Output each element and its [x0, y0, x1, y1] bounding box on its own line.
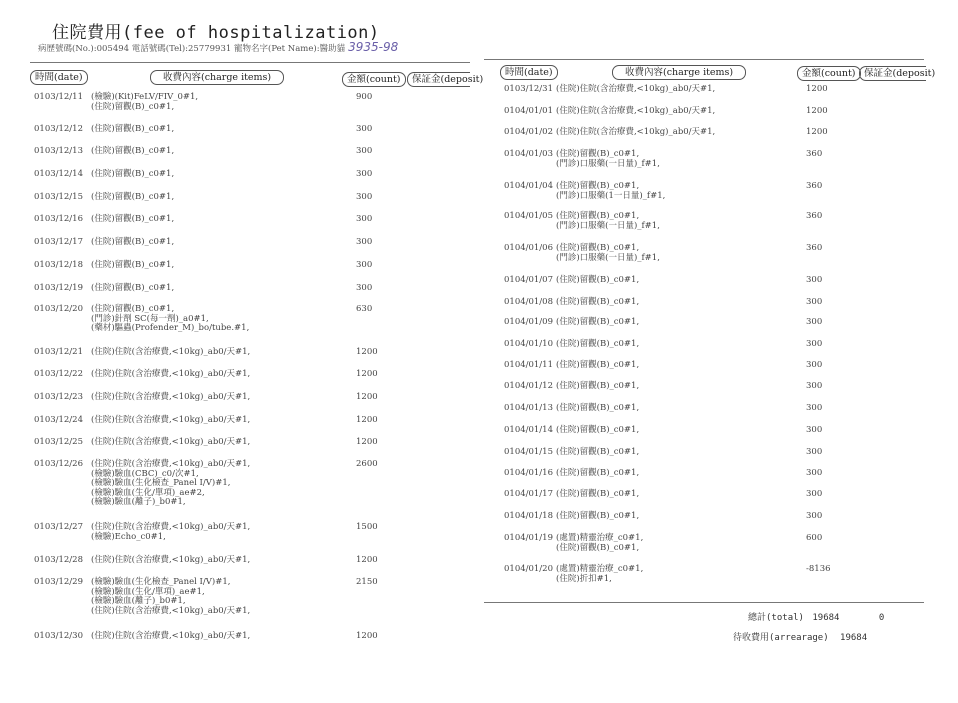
charge-item-line: (住院)住院(含治療費,<10kg)_ab0/天#1, [91, 347, 251, 357]
charge-amount: -8136 [806, 564, 831, 574]
charge-item-line: (住院)住院(含治療費,<10kg)_ab0/天#1, [91, 522, 251, 532]
totals-rule [484, 602, 924, 603]
charge-items [556, 150, 660, 169]
charge-date: 0103/12/20 [34, 304, 83, 314]
charge-items [91, 261, 174, 271]
total-value: 19684 [812, 613, 840, 623]
charge-items [91, 556, 250, 566]
charge-item-line: (住院)留觀(B)_c0#1, [556, 425, 640, 435]
charge-date: 0104/01/12 [504, 381, 553, 391]
charge-item-line: (住院)留觀(B)_c0#1, [556, 211, 640, 221]
charge-item-line: (住院)留觀(B)_c0#1, [556, 317, 640, 327]
charge-amount: 1200 [356, 631, 378, 641]
charge-date: 0103/12/22 [34, 369, 83, 379]
charge-item-line: (檢驗)驗血(離子)_b0#1, [91, 596, 186, 606]
charge-date: 0104/01/02 [504, 127, 553, 137]
charge-items [556, 107, 715, 117]
total-line [748, 610, 884, 623]
charge-amount: 300 [356, 146, 373, 156]
pet-name: 寵物名字(Pet Name):醫助貓 [234, 44, 346, 54]
charge-item-line: (檢驗)驗血(生化/單項)_ae#2, [91, 487, 205, 498]
charge-amount: 900 [356, 92, 373, 102]
charge-items [91, 238, 174, 248]
charge-items [556, 212, 660, 231]
charge-amount: 1200 [356, 555, 378, 565]
charge-item-line: (處置)精靈治療_c0#1, [556, 533, 644, 543]
charge-date: 0104/01/20 [504, 564, 553, 574]
charge-date: 0104/01/04 [504, 181, 553, 191]
charge-items [556, 340, 639, 350]
charge-items [556, 276, 639, 286]
charge-amount: 1200 [356, 347, 378, 357]
charge-items [91, 416, 250, 426]
charge-amount: 2600 [356, 459, 378, 469]
charge-date: 0103/12/18 [34, 260, 83, 270]
charge-item-line: (門診)口服藥(1一日量)_f#1, [556, 190, 666, 201]
charge-item-line: (住院)住院(含治療費,<10kg)_ab0/天#1, [91, 631, 251, 641]
charge-amount: 300 [806, 447, 823, 457]
charge-amount: 600 [806, 533, 823, 543]
charge-item-line: (住院)留觀(B)_c0#1, [556, 297, 640, 307]
arrearage-line [733, 630, 867, 643]
charge-amount: 1200 [356, 392, 378, 402]
charge-amount: 300 [806, 381, 823, 391]
charge-amount: 1200 [806, 84, 828, 94]
charge-items [91, 348, 250, 358]
charge-amount: 300 [806, 339, 823, 349]
charge-date: 0104/01/09 [504, 317, 553, 327]
charge-items [556, 361, 639, 371]
charge-date: 0103/12/26 [34, 459, 83, 469]
right-top-rule [484, 59, 924, 60]
charge-date: 0104/01/16 [504, 468, 553, 478]
right-header-deposit: 保証金(deposit) [859, 66, 926, 81]
charge-items [91, 370, 250, 380]
charge-amount: 300 [356, 124, 373, 134]
charge-date: 0103/12/15 [34, 192, 83, 202]
left-header-items: 收費內容(charge items) [150, 70, 284, 85]
charge-date: 0103/12/25 [34, 437, 83, 447]
charge-date: 0104/01/05 [504, 211, 553, 221]
charge-items [91, 578, 250, 616]
charge-amount: 300 [356, 192, 373, 202]
charge-item-line: (住院)住院(含治療費,<10kg)_ab0/天#1, [91, 369, 251, 379]
telephone: 電話號碼(Tel):25779931 [131, 44, 232, 54]
charge-item-line: (住院)留觀(B)_c0#1, [91, 101, 175, 112]
charge-date: 0103/12/16 [34, 214, 83, 224]
charge-item-line: (門診)口服藥(一日量)_f#1, [556, 158, 660, 169]
charge-item-line: (住院)留觀(B)_c0#1, [556, 511, 640, 521]
charge-date: 0103/12/27 [34, 522, 83, 532]
charge-item-line: (住院)留觀(B)_c0#1, [556, 243, 640, 253]
charge-items [556, 565, 643, 584]
patient-info-line [38, 40, 398, 54]
left-header-count: 金額(count) [342, 72, 406, 87]
charge-date: 0104/01/10 [504, 339, 553, 349]
charge-amount: 300 [806, 317, 823, 327]
charge-items [91, 93, 198, 112]
charge-items [556, 512, 639, 522]
charge-item-line: (住院)留觀(B)_c0#1, [556, 542, 640, 553]
charge-date: 0104/01/06 [504, 243, 553, 253]
charge-date: 0103/12/30 [34, 631, 83, 641]
charge-amount: 300 [806, 489, 823, 499]
charge-item-line: (住院)留觀(B)_c0#1, [556, 149, 640, 159]
charge-items [556, 85, 715, 95]
charge-amount: 300 [356, 283, 373, 293]
charge-amount: 300 [806, 468, 823, 478]
charge-date: 0103/12/23 [34, 392, 83, 402]
charge-item-line: (住院)留觀(B)_c0#1, [91, 169, 175, 179]
charge-items [556, 128, 715, 138]
charge-date: 0104/01/13 [504, 403, 553, 413]
charge-item-line: (檢驗)驗血(CBC)_c0/次#1, [91, 468, 199, 479]
charge-item-line: (處置)精靈治療_c0#1, [556, 564, 644, 574]
charge-item-line: (住院)住院(含治療費,<10kg)_ab0/天#1, [91, 437, 251, 447]
arrearage-label-cjk: 待收費用 [733, 633, 770, 643]
charge-items [91, 170, 174, 180]
charge-date: 0103/12/21 [34, 347, 83, 357]
charge-amount: 300 [806, 425, 823, 435]
charge-date: 0104/01/03 [504, 149, 553, 159]
charge-date: 0103/12/24 [34, 415, 83, 425]
charge-item-line: (住院)折扣#1, [556, 573, 612, 584]
charge-item-line: (住院)留觀(B)_c0#1, [556, 447, 640, 457]
charge-items [556, 382, 639, 392]
charge-amount: 1200 [806, 106, 828, 116]
handwritten-note: 3935-98 [348, 40, 399, 54]
charge-item-line: (住院)留觀(B)_c0#1, [556, 339, 640, 349]
charge-item-line: (住院)住院(含治療費,<10kg)_ab0/天#1, [91, 459, 251, 469]
charge-item-line: (檢驗)Echo_c0#1, [91, 531, 166, 542]
total-label-cjk: 總計 [748, 613, 767, 623]
charge-item-line: (住院)留觀(B)_c0#1, [91, 260, 175, 270]
charge-amount: 1200 [806, 127, 828, 137]
charge-item-line: (門診)口服藥(一日量)_f#1, [556, 220, 660, 231]
charge-item-line: (住院)留觀(B)_c0#1, [91, 304, 175, 314]
charge-items [91, 523, 250, 542]
charge-date: 0104/01/08 [504, 297, 553, 307]
charge-item-line: (住院)住院(含治療費,<10kg)_ab0/天#1, [556, 127, 716, 137]
charge-amount: 2150 [356, 577, 378, 587]
charge-items [556, 426, 639, 436]
charge-items [556, 298, 639, 308]
charge-item-line: (檢驗)(Kit)FeLV/FIV_0#1, [91, 92, 199, 102]
total-deposit-value: 0 [878, 613, 885, 623]
title-en: (fee of hospitalization) [122, 23, 380, 43]
charge-amount: 630 [356, 304, 373, 314]
charge-items [91, 125, 174, 135]
charge-item-line: (住院)留觀(B)_c0#1, [556, 489, 640, 499]
charge-amount: 300 [806, 275, 823, 285]
charge-date: 0103/12/17 [34, 237, 83, 247]
charge-item-line: (住院)住院(含治療費,<10kg)_ab0/天#1, [91, 555, 251, 565]
title-cjk: 住院費用 [52, 23, 122, 43]
charge-item-line: (住院)留觀(B)_c0#1, [556, 381, 640, 391]
charge-date: 0104/01/18 [504, 511, 553, 521]
charge-items [556, 490, 639, 500]
charge-item-line: (住院)留觀(B)_c0#1, [91, 237, 175, 247]
charge-date: 0104/01/07 [504, 275, 553, 285]
charge-items [91, 147, 174, 157]
charge-date: 0104/01/14 [504, 425, 553, 435]
charge-amount: 300 [356, 260, 373, 270]
left-header-date: 時間(date) [30, 70, 88, 85]
charge-item-line: (藥材)驅蟲(Profender_M)_bo/tube.#1, [91, 323, 250, 333]
charge-date: 0104/01/15 [504, 447, 553, 457]
total-label-en: (total) [766, 613, 804, 623]
charge-item-line: (檢驗)驗血(離子)_b0#1, [91, 497, 186, 507]
charge-date: 0104/01/17 [504, 489, 553, 499]
charge-item-line: (住院)留觀(B)_c0#1, [91, 283, 175, 293]
charge-item-line: (住院)留觀(B)_c0#1, [556, 275, 640, 285]
charge-item-line: (檢驗)驗血(生化檢查_Panel I/V)#1, [91, 577, 231, 587]
charge-item-line: (住院)住院(含治療費,<10kg)_ab0/天#1, [91, 415, 251, 425]
charge-items [91, 632, 250, 642]
charge-amount: 360 [806, 149, 823, 159]
charge-amount: 1200 [356, 369, 378, 379]
charge-item-line: (檢驗)驗血(生化/單項)_ae#1, [91, 586, 205, 597]
charge-date: 0103/12/12 [34, 124, 83, 134]
charge-date: 0103/12/19 [34, 283, 83, 293]
charge-date: 0103/12/14 [34, 169, 83, 179]
charge-items [91, 393, 250, 403]
charge-items [556, 534, 643, 553]
record-number: 病歷號碼(No.):005494 [38, 44, 130, 54]
charge-items [91, 305, 249, 334]
charge-item-line: (住院)留觀(B)_c0#1, [556, 181, 640, 191]
right-header-count: 金額(count) [797, 66, 861, 81]
charge-amount: 1200 [356, 437, 378, 447]
charge-item-line: (住院)留觀(B)_c0#1, [556, 403, 640, 413]
charge-items [556, 318, 639, 328]
charge-item-line: (門診)口服藥(一日量)_f#1, [556, 252, 660, 263]
charge-item-line: (門診)針劑 SC(每一劑)_a0#1, [91, 313, 209, 324]
charge-amount: 1200 [356, 415, 378, 425]
charge-amount: 300 [356, 169, 373, 179]
charge-items [556, 469, 639, 479]
charge-items [91, 460, 250, 508]
charge-items [556, 404, 639, 414]
right-header-date: 時間(date) [500, 65, 558, 80]
charge-items [91, 193, 174, 203]
charge-item-line: (住院)留觀(B)_c0#1, [556, 468, 640, 478]
charge-item-line: (住院)住院(含治療費,<10kg)_ab0/天#1, [556, 106, 716, 116]
charge-date: 0103/12/29 [34, 577, 83, 587]
charge-date: 0103/12/31 [504, 84, 553, 94]
charge-item-line: (住院)住院(含治療費,<10kg)_ab0/天#1, [91, 392, 251, 402]
charge-item-line: (檢驗)驗血(生化檢查_Panel I/V)#1, [91, 478, 231, 488]
charge-amount: 300 [806, 511, 823, 521]
charge-date: 0103/12/28 [34, 555, 83, 565]
charge-items [556, 182, 665, 201]
charge-item-line: (住院)留觀(B)_c0#1, [91, 214, 175, 224]
charge-item-line: (住院)住院(含治療費,<10kg)_ab0/天#1, [556, 84, 716, 94]
charge-amount: 300 [356, 214, 373, 224]
charge-amount: 360 [806, 211, 823, 221]
arrearage-label-en: (arrearage) [769, 633, 829, 643]
right-header-items: 收費內容(charge items) [612, 65, 746, 80]
charge-item-line: (住院)留觀(B)_c0#1, [91, 124, 175, 134]
charge-date: 0103/12/13 [34, 146, 83, 156]
charge-date: 0104/01/11 [504, 360, 553, 370]
charge-date: 0104/01/19 [504, 533, 553, 543]
charge-amount: 360 [806, 243, 823, 253]
charge-items [91, 438, 250, 448]
left-header-deposit: 保証金(deposit) [407, 72, 470, 87]
charge-item-line: (住院)留觀(B)_c0#1, [91, 192, 175, 202]
charge-items [556, 244, 660, 263]
charge-amount: 300 [356, 237, 373, 247]
arrearage-value: 19684 [840, 633, 868, 643]
charge-date: 0104/01/01 [504, 106, 553, 116]
charge-amount: 360 [806, 181, 823, 191]
charge-item-line: (住院)留觀(B)_c0#1, [91, 146, 175, 156]
charge-amount: 300 [806, 360, 823, 370]
charge-items [91, 215, 174, 225]
charge-items [91, 284, 174, 294]
charge-items [556, 448, 639, 458]
charge-date: 0103/12/11 [34, 92, 83, 102]
charge-item-line: (住院)住院(含治療費,<10kg)_ab0/天#1, [91, 605, 251, 616]
charge-amount: 300 [806, 297, 823, 307]
charge-amount: 1500 [356, 522, 378, 532]
charge-amount: 300 [806, 403, 823, 413]
left-top-rule [30, 62, 470, 63]
charge-item-line: (住院)留觀(B)_c0#1, [556, 360, 640, 370]
